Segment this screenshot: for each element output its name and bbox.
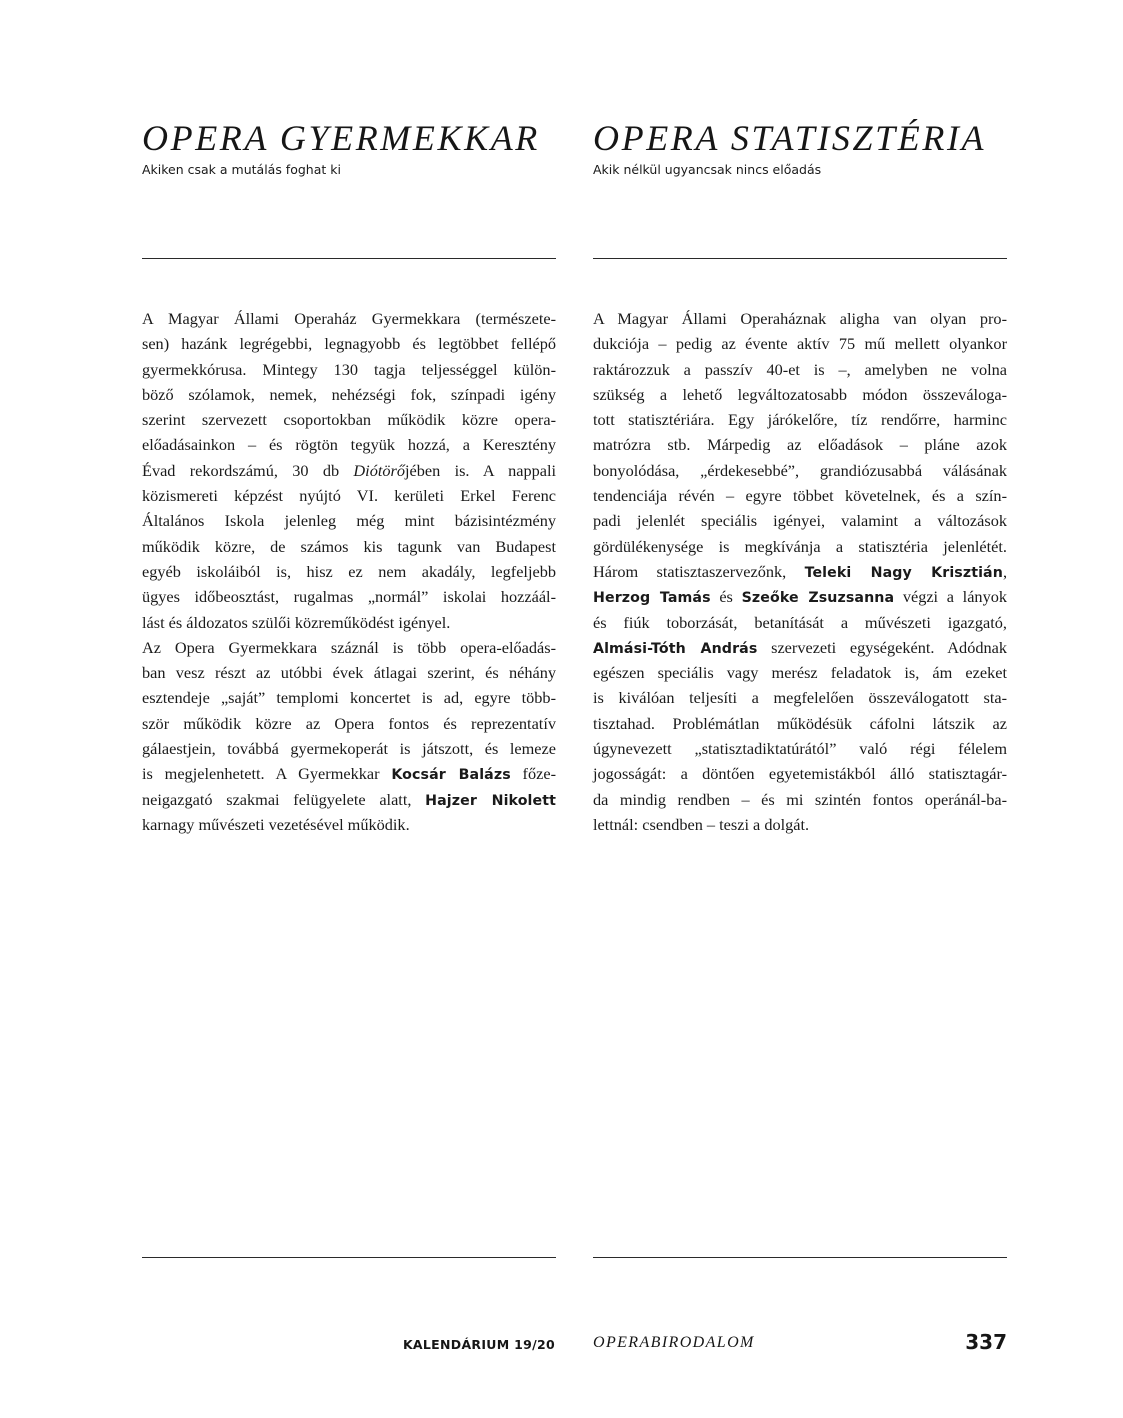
body-line: gördülékenysége is megkívánja a statisztéria jelenlétét. [593, 536, 1007, 556]
body-line: is kiválóan teljesíti a megfelelően összeválogatott sta- [593, 688, 1007, 708]
body-line [593, 584, 1007, 609]
body-line: sen) hazánk legrégebbi, legnagyobb és legtöbbet fellépő [142, 334, 556, 354]
line-text: , [1002, 561, 1008, 581]
line-text: végzi a lányok [894, 587, 1007, 607]
line-text: Három statisztaszervezőnk, [593, 561, 805, 581]
body-line: egészen speciális vagy merész feladatok is, ám ezeket [593, 663, 1007, 683]
body-line [593, 559, 1007, 584]
body-line: előadásainkon – és rögtön tegyük hozzá, a Keresztény [142, 435, 556, 455]
publication-name: KALENDÁRIUM 19/20 [402, 1337, 555, 1352]
body-line: bonyolódása, „érdekesebbé”, grandiózusabbá válásának [593, 460, 1007, 480]
left-bottom-rule [142, 1257, 556, 1258]
body-line: működik közre, de számos kis tagunk van Budapest [142, 536, 556, 556]
body-line: böző szólamok, nemek, nehézségi fok, színpadi igény [142, 384, 556, 404]
person-name: Kocsár Balázs [391, 767, 511, 784]
person-name: Teleki Nagy Krisztián [804, 564, 1003, 581]
body-line: egyéb iskoláiból is, hisz ez nem akadály, legfeljebb [142, 561, 556, 581]
person-name: Almási-Tóth András [593, 640, 758, 657]
body-line: ször működik közre az Opera fontos és reprezentatív [142, 713, 556, 733]
body-line: szükség a lehető legváltozatosabb módon összeváloga- [593, 384, 1007, 404]
body-line: tendenciája révén – egyre többet követelnek, és a szín- [593, 486, 1007, 506]
left-subtitle: Akiken csak a mutálás foghat ki [142, 162, 341, 177]
left-title: OPERA GYERMEKKAR [142, 118, 540, 158]
right-title: OPERA STATISZTÉRIA [593, 118, 987, 158]
body-line: esztendeje „saját” templomi koncertet is ad, egyre több- [142, 688, 556, 708]
body-line [142, 787, 556, 812]
work-title: Diótörő [353, 460, 405, 480]
body-line: dukciója – pedig az évente aktív 75 mű mellett olyankor [593, 334, 1007, 354]
person-name: Hajzer Nikolett [425, 792, 556, 809]
line-text: jében is. A nappali [405, 460, 557, 480]
body-line: tisztahad. Problémátlan működésük cáfolni látszik az [593, 713, 1007, 733]
line-text: Évad rekordszámú, 30 db [142, 460, 354, 480]
body-line: lettnál: csendben – teszi a dolgát. [593, 814, 810, 834]
body-line: lást és áldozatos szülői közreműködést igényel. [142, 612, 451, 632]
body-line [142, 761, 556, 786]
body-line [593, 635, 1007, 660]
page-number: 337 [965, 1330, 1007, 1354]
right-bottom-rule [593, 1257, 1007, 1258]
person-name: Szeőke Zsuzsanna [741, 590, 895, 607]
page-footer [0, 1332, 1123, 1362]
body-line: gálaestjein, továbbá gyermekoperát is játszott, és lemeze [142, 739, 556, 759]
body-line: ban vesz részt az utóbbi évek átlagai szerint, és néhány [142, 663, 556, 683]
line-text: neigazgató szakmai felügyelete alatt, [142, 789, 426, 809]
body-line: raktározzuk a passzív 40-et is –, amelyben ne volna [593, 359, 1007, 379]
body-line: matrózra stb. Márpedig az előadások – pláne azok [593, 435, 1007, 455]
body-line: padi jelenlét speciális igényei, valamint a változások [593, 511, 1007, 531]
line-text: szervezeti egységeként. Adódnak [757, 637, 1007, 657]
body-line: tott statisztériára. Egy járókelőre, tíz rendőrre, harminc [593, 410, 1007, 430]
section-name: OPERABIRODALOM [593, 1334, 755, 1351]
body-line [142, 458, 556, 483]
body-line: A Magyar Állami Operaház Gyermekkara (természete- [142, 309, 556, 328]
left-body-text [142, 306, 556, 837]
body-line: da mindig rendben – és mi szintén fontos operánál-ba- [593, 789, 1007, 809]
right-body-text [593, 306, 1007, 837]
line-text: főze- [510, 764, 556, 784]
right-top-rule [593, 258, 1007, 259]
body-line: jogosságát: a döntően egyetemistákból álló statisztagár- [593, 764, 1007, 784]
body-line: ügyes időbeosztást, rugalmas „normál” iskolai hozzáál- [142, 587, 556, 607]
body-line: úgynevezett „statisztadiktatúrától” való régi félelem [593, 739, 1007, 759]
line-text: is megjelenhetett. A Gyermekkar [142, 764, 392, 784]
body-line: közismereti képzést nyújtó VI. kerületi Erkel Ferenc [142, 486, 556, 506]
right-subtitle: Akik nélkül ugyancsak nincs előadás [593, 162, 822, 177]
body-line: A Magyar Állami Operaháznak aligha van olyan pro- [593, 309, 1007, 328]
body-line: és fiúk toborzását, betanítását a művészeti igazgató, [593, 612, 1007, 632]
body-line: Általános Iskola jelenleg még mint bázisintézmény [142, 511, 556, 531]
body-line: karnagy művészeti vezetésével működik. [142, 814, 410, 834]
body-line: Az Opera Gyermekkara száznál is több opera-előadás- [142, 637, 556, 657]
person-name: Herzog Tamás [593, 590, 711, 607]
left-top-rule [142, 258, 556, 259]
line-text: és [710, 587, 742, 607]
body-line: szerint szervezett csoportokban működik közre opera- [142, 410, 556, 430]
body-line: gyermekkórusa. Mintegy 130 tagja teljességgel külön- [142, 359, 556, 379]
